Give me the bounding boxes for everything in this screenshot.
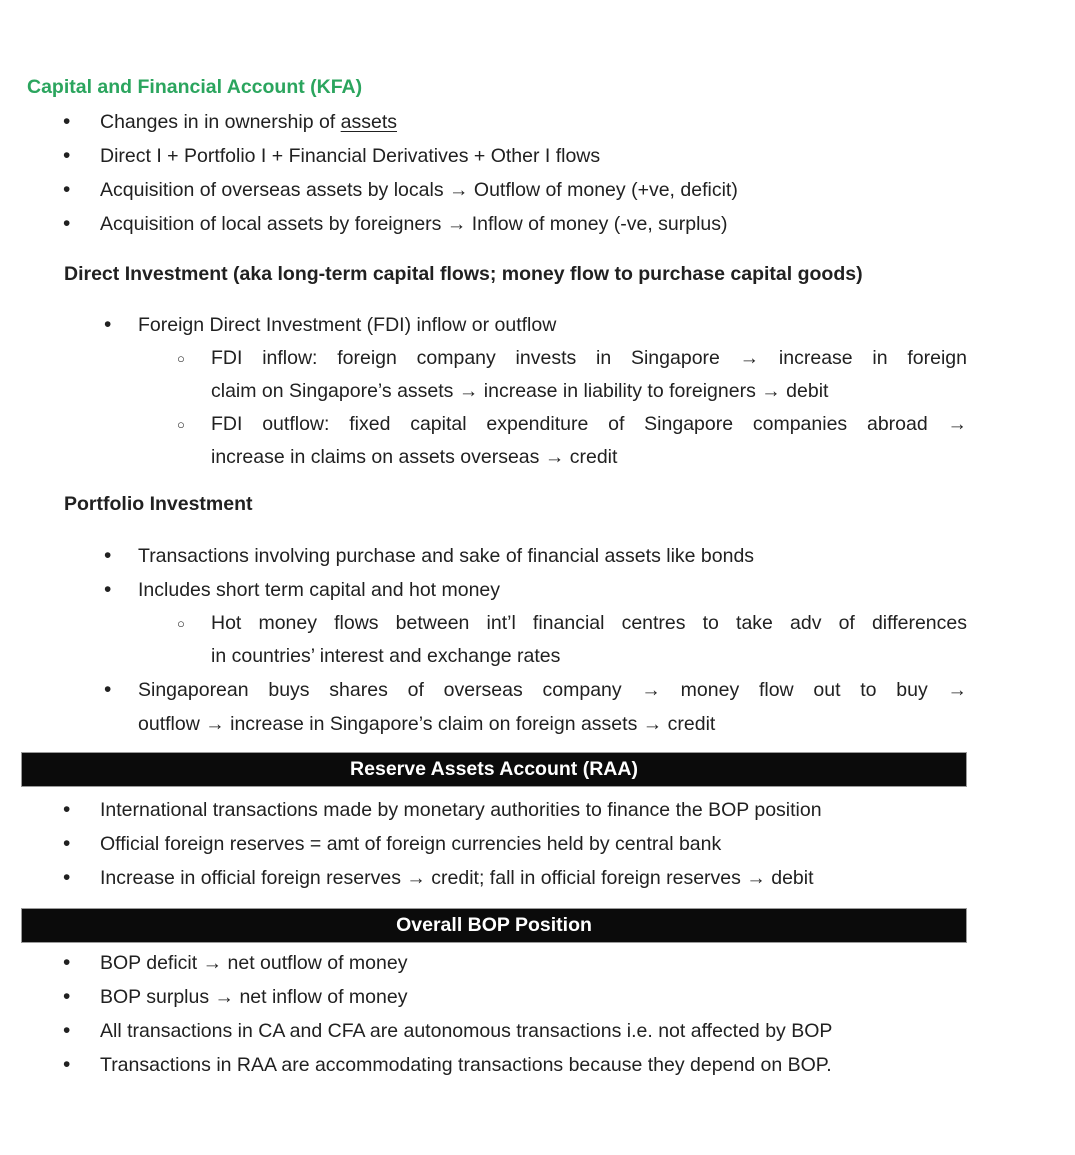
text-line [100,1014,967,1048]
bullet-item [0,539,967,573]
text-run: Official foreign reserves = amt of foreign currencies held by central bank [100,833,722,855]
disc-bullet-icon: • [63,110,71,133]
disc-bullet-icon: • [63,144,71,167]
text-run: BOP deficit → net outflow of money [100,952,408,974]
text-line [211,607,967,640]
banner-title: Reserve Assets Account (RAA) [350,758,638,780]
text-run: Hot money flows between int’l financial centres to take adv of differences [211,612,967,634]
text-run: Increase in official foreign reserves → credit; fall in official foreign reserves → debit [100,867,814,889]
text-line [100,173,967,207]
bullet-item [0,573,967,607]
bullet-item [0,308,967,342]
text-run: in countries’ interest and exchange rates [211,645,561,667]
text-run: outflow → increase in Singapore’s claim on foreign assets → credit [138,713,716,735]
text-run: FDI inflow: foreign company invests in Singapore → increase in foreign [211,347,967,369]
disc-bullet-icon: • [63,212,71,235]
bullet-item [0,861,967,895]
document-page [0,75,1075,1082]
text-line [100,207,967,241]
text-line [100,139,967,173]
disc-bullet-icon: • [104,678,112,701]
text-run: Singaporean buys shares of overseas company → money flow out to buy → [138,679,967,701]
bullet-item [0,342,967,408]
kfa-heading: Capital and Financial Account (KFA) [27,76,363,98]
text-run: BOP surplus → net inflow of money [100,986,408,1008]
disc-bullet-icon: • [63,798,71,821]
text-run: All transactions in CA and CFA are autonomous transactions i.e. not affected by BOP [100,1020,833,1042]
bullet-item [0,207,967,241]
direct-investment-heading: Direct Investment (aka long-term capital flows; money flow to purchase capital goods) [64,263,863,285]
bullet-item [0,793,967,827]
text-line [100,946,967,980]
bullet-item [0,139,967,173]
bullet-item [0,980,967,1014]
disc-bullet-icon: • [63,1019,71,1042]
bullet-item [0,105,967,139]
bullet-item [0,946,967,980]
disc-bullet-icon: • [63,866,71,889]
text-line [138,707,967,741]
portfolio-investment-heading: Portfolio Investment [64,493,253,515]
text-run: Foreign Direct Investment (FDI) inflow or outflow [138,314,557,336]
text-line [211,640,967,673]
disc-bullet-icon: • [63,985,71,1008]
text-run: Includes short term capital and hot money [138,579,501,601]
kfa-list [0,105,1075,241]
text-run: Transactions in RAA are accommodating transactions because they depend on BOP. [100,1054,832,1076]
text-line [100,105,967,139]
bullet-item [0,173,967,207]
bullet-item [0,1048,967,1082]
banner-title: Overall BOP Position [396,914,592,936]
bop-list [0,946,1075,1082]
text-run: Acquisition of overseas assets by locals → Outflow of money (+ve, deficit) [100,179,738,201]
text-line [211,408,967,441]
text-run: International transactions made by monetary authorities to finance the BOP position [100,799,822,821]
disc-bullet-icon: • [104,578,112,601]
bullet-item [0,1014,967,1048]
direct-investment-list [0,308,1075,474]
circle-bullet-icon: ○ [177,417,185,432]
text-run: increase in claims on assets overseas → credit [211,446,618,468]
raa-list [0,793,1075,895]
text-run: Acquisition of local assets by foreigners → Inflow of money (-ve, surplus) [100,213,728,235]
bullet-item [0,827,967,861]
bullet-item [0,607,967,673]
portfolio-investment-list [0,539,1075,741]
bullet-item [0,673,967,741]
disc-bullet-icon: • [63,832,71,855]
text-line [100,793,967,827]
text-run: Transactions involving purchase and sake of financial assets like bonds [138,545,755,567]
text-run: FDI outflow: fixed capital expenditure of Singapore companies abroad → [211,413,967,435]
disc-bullet-icon: • [104,313,112,336]
disc-bullet-icon: • [63,951,71,974]
text-line [100,980,967,1014]
text-run: Changes in in ownership of [100,111,341,133]
text-line [211,375,967,408]
bop-banner [21,908,967,943]
raa-banner [21,752,967,787]
text-line [138,308,967,342]
underlined-text: assets [340,111,398,133]
text-line [138,573,967,607]
bullet-item [0,408,967,474]
text-line [100,861,967,895]
text-line [100,1048,967,1082]
disc-bullet-icon: • [63,1053,71,1076]
circle-bullet-icon: ○ [177,351,185,366]
disc-bullet-icon: • [63,178,71,201]
disc-bullet-icon: • [104,544,112,567]
text-run: claim on Singapore’s assets → increase in liability to foreigners → debit [211,380,829,402]
text-line [138,539,967,573]
text-line [100,827,967,861]
text-line [211,441,967,474]
text-line [211,342,967,375]
text-line [138,673,967,707]
text-run: Direct I + Portfolio I + Financial Derivatives + Other I flows [100,145,601,167]
circle-bullet-icon: ○ [177,616,185,631]
